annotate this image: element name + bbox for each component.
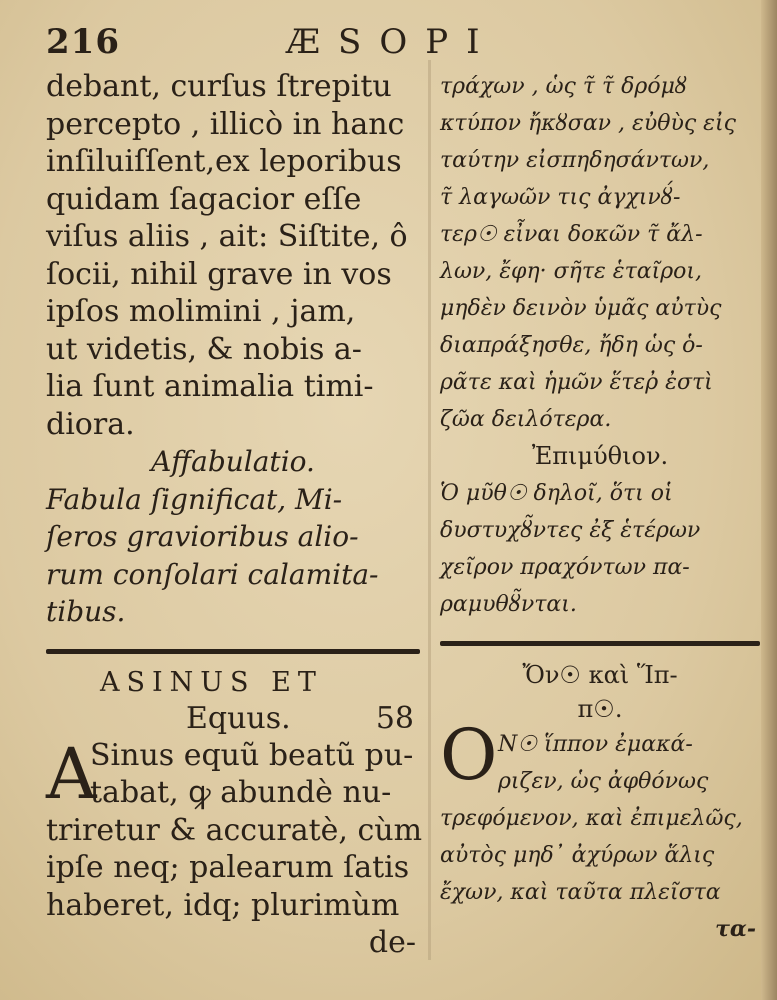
greek-fable-title: Ὄν☉ καὶ Ἵπ- xyxy=(522,661,678,689)
latin-line: ſocii, nihil grave in vos xyxy=(46,256,392,292)
latin-line: ut videtis, & nobis a- xyxy=(46,331,362,367)
latin-line: viſus aliis , ait: Siſtite, ô xyxy=(46,219,408,254)
greek-fable-line: Ν☉ ἵππον ἐμακά- xyxy=(498,732,693,757)
fable-line: triretur & accuratè, cùm xyxy=(46,812,423,848)
latin-line: inſiluiſſent,ex leporibus xyxy=(46,144,402,179)
latin-line: diora. xyxy=(46,406,135,442)
greek-line: ταύτην εἰσπηδησάντων, xyxy=(440,148,710,173)
greek-catchword: τα- xyxy=(715,916,756,942)
fable-number: 58 xyxy=(375,700,414,736)
greek-line: λων, ἔφη· σῆτε ἑταῖροι, xyxy=(440,259,703,284)
running-title: ÆSOPI xyxy=(286,22,498,62)
fable-title xyxy=(46,666,420,700)
moral-line: rum conſolari calamita- xyxy=(46,557,379,591)
greek-moral-heading: Ἐπιμύθιον. xyxy=(531,442,669,470)
greek-column xyxy=(440,68,760,948)
dropcap-block xyxy=(46,732,420,815)
latin-line: quidam ſagacior eſſe xyxy=(46,181,362,217)
moral-line: Fabula ſignificat, Mi- xyxy=(46,482,343,516)
greek-line: ρᾶτε καὶ ἡμῶν ἕτεῤ ἐστὶ xyxy=(440,370,713,395)
fable-title-text-2: Equus. xyxy=(186,700,291,736)
latin-column xyxy=(46,68,423,962)
greek-line: τ̃ λαγωῶν τις ἀγχινȣ́- xyxy=(440,185,681,210)
greek-line: διαπράξησθε, ἤδη ὡς ὁ- xyxy=(440,333,703,358)
column-divider xyxy=(428,60,431,960)
fable-line: tabat, ꝙ abundè nu- xyxy=(90,775,392,810)
greek-line: ζῶα δειλότερα. xyxy=(440,407,612,432)
greek-moral-line: Ὁ μῦθ☉ δηλοῖ, ὅτι οἱ xyxy=(440,481,673,506)
greek-line: τερ☉ εἶναι δοκῶν τ̃ ἄλ- xyxy=(440,222,703,247)
greek-fable-line: ριζεν, ὡς ἀφθόνως xyxy=(498,769,709,794)
greek-moral-line: χεῖρον πραχόντων πα- xyxy=(440,555,690,580)
fable-line: Sinus equũ beatũ pu- xyxy=(90,737,414,773)
latin-line: percepto , illicò in hanc xyxy=(46,106,405,142)
latin-line: ipſos molimini , jam, xyxy=(46,294,356,329)
section-rule xyxy=(46,649,420,654)
greek-fable-title-2: π☉. xyxy=(577,695,623,723)
greek-moral-line: δυστυχȣ̃ντες ἐξ ἑτέρων xyxy=(440,518,701,543)
latin-line: lia ſunt animalia timi- xyxy=(46,369,374,404)
greek-fable-line: ἔχων, καὶ ταῦτα πλεῖστα xyxy=(440,880,721,905)
greek-fable-line: αὐτὸς μηδ᾽ ἀχύρων ἅλις xyxy=(440,843,715,868)
latin-line: debant, curſus ſtrepitu xyxy=(46,69,392,104)
dropcap-letter: A xyxy=(46,732,97,815)
greek-line: κτύπον ἤκȣσαν , εὐθὺς εἰς xyxy=(440,111,736,136)
page-header xyxy=(46,16,746,66)
greek-moral-line: ραμυθȣ̃νται. xyxy=(440,592,577,617)
greek-line: τράχων , ὡς τ̃ τ̃ δρόμȣ xyxy=(440,74,688,99)
page-number: 216 xyxy=(46,22,120,62)
section-rule xyxy=(440,641,760,646)
fable-title-text: ASINUS ET xyxy=(100,666,323,698)
greek-line: μηδὲν δεινὸν ὑμᾶς αὐτὺς xyxy=(440,296,722,321)
moral-heading: Affabulatio. xyxy=(151,445,315,478)
catchword: de- xyxy=(368,925,416,960)
fable-subtitle xyxy=(46,700,420,737)
greek-dropcap-block xyxy=(440,714,760,800)
moral-line: tibus. xyxy=(46,595,126,628)
fable-line: ipſe neq; palearum ſatis xyxy=(46,850,410,885)
greek-dropcap-letter: Ο xyxy=(440,714,498,796)
greek-fable-line: τρεφόμενον, καὶ ἐπιμελῶς, xyxy=(440,806,743,831)
fable-line: haberet, idq; plurimùm xyxy=(46,887,400,923)
moral-line: ſeros gravioribus alio- xyxy=(46,520,359,553)
page-edge xyxy=(761,0,777,1000)
